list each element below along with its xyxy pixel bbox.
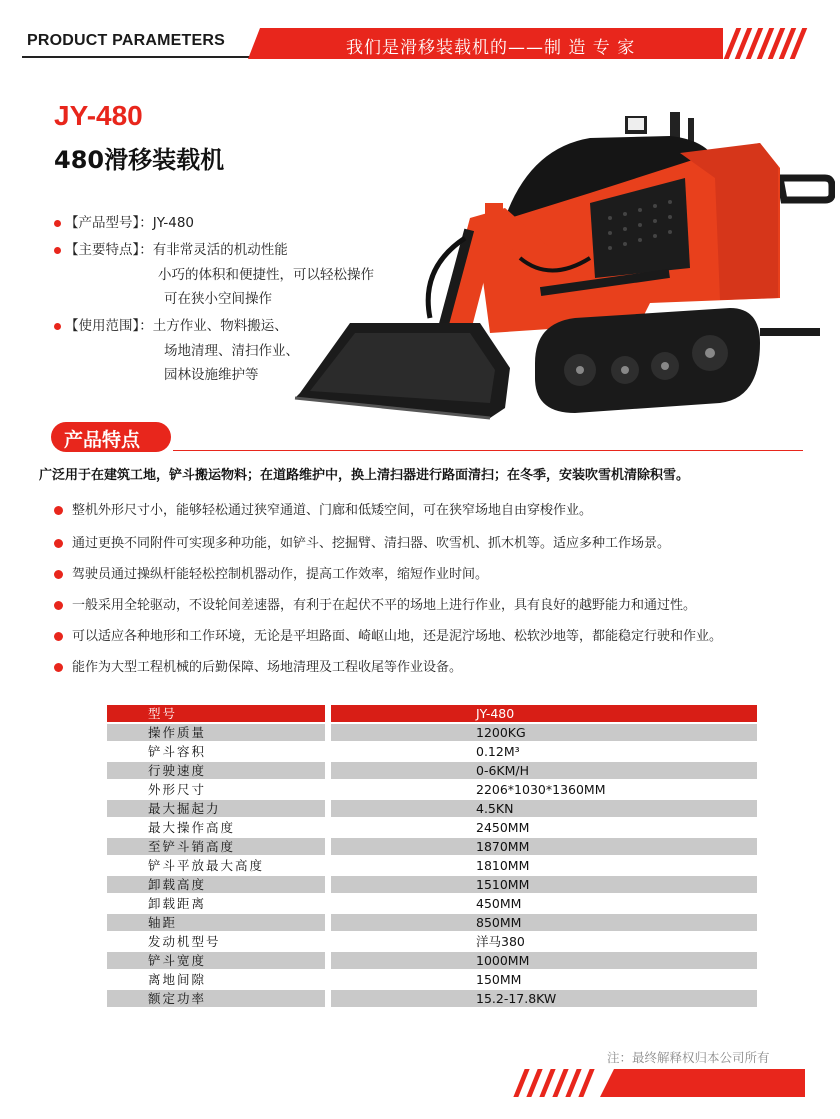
footer-banner (600, 1069, 805, 1097)
param-name: 行驶速度 (107, 762, 325, 779)
param-name: 铲斗宽度 (107, 952, 325, 969)
table-header-value: JY-480 (331, 705, 757, 722)
bullet-dot (54, 247, 61, 254)
param-value: 150MM (331, 971, 757, 988)
section-intro: 广泛用于在建筑工地，铲斗搬运物料；在道路维护中，换上清扫器进行路面清扫；在冬季，安装吹雪机清除积雪。 (39, 468, 690, 483)
table-row (107, 781, 757, 798)
info-features-label: 【主要特点】： (65, 242, 153, 258)
param-value: 1200KG (331, 724, 757, 741)
header-underline (22, 56, 257, 58)
param-value: 1870MM (331, 838, 757, 855)
param-value: 0.12M³ (331, 743, 757, 760)
table-header-row (107, 705, 757, 722)
info-model (54, 211, 194, 231)
param-name: 发动机型号 (107, 933, 325, 950)
param-name: 铲斗容积 (107, 743, 325, 760)
table-row (107, 933, 757, 950)
param-value: 4.5KN (331, 800, 757, 817)
product-code: JY-480 (54, 100, 143, 131)
feature-text: 一般采用全轮驱动，不设轮间差速器，有利于在起伏不平的场地上进行作业，具有良好的越野能力和通过性。 (72, 598, 697, 613)
param-value: 450MM (331, 895, 757, 912)
bullet-dot (54, 601, 63, 610)
bullet-dot (54, 506, 63, 515)
feature-text: 能作为大型工程机械的后勤保障、场地清理及工程收尾等作业设备。 (72, 660, 463, 675)
table-row (107, 743, 757, 760)
param-name: 最大操作高度 (107, 819, 325, 836)
feature-text: 驾驶员通过操纵杆能轻松控制机器动作，提高工作效率，缩短作业时间。 (72, 567, 489, 582)
bullet-dot (54, 220, 61, 227)
feature-item (54, 532, 670, 551)
param-value: 1810MM (331, 857, 757, 874)
info-features-line-3: 可在狭小空间操作 (164, 291, 272, 307)
feature-text: 整机外形尺寸小，能够轻松通过狭窄通道、门廊和低矮空间，可在狭窄场地自由穿梭作业。 (72, 503, 593, 518)
param-value: 0-6KM/H (331, 762, 757, 779)
feature-text: 通过更换不同附件可实现多种功能，如铲斗、挖掘臂、清扫器、吹雪机、抓木机等。适应多种工作场景。 (72, 536, 671, 551)
section-divider (173, 450, 803, 451)
param-name: 卸载距离 (107, 895, 325, 912)
info-usage-label: 【使用范围】： (65, 318, 153, 334)
table-row (107, 857, 757, 874)
table-header-label: 型号 (107, 705, 325, 722)
table-row (107, 876, 757, 893)
header-label: PRODUCT PARAMETERS (27, 32, 225, 49)
table-row (107, 990, 757, 1007)
info-usage (54, 314, 288, 334)
param-name: 离地间隙 (107, 971, 325, 988)
bullet-dot (54, 632, 63, 641)
param-value: 1000MM (331, 952, 757, 969)
table-row (107, 838, 757, 855)
info-usage-line-1: 土方作业、物料搬运、 (152, 318, 288, 334)
feature-item (54, 656, 462, 675)
product-name: 480滑移装载机 (54, 146, 225, 174)
param-name: 卸载高度 (107, 876, 325, 893)
table-row (107, 819, 757, 836)
table-row (107, 724, 757, 741)
info-model-label: 【产品型号】： (65, 215, 153, 231)
param-name: 最大掘起力 (107, 800, 325, 817)
table-row (107, 952, 757, 969)
param-name: 操作质量 (107, 724, 325, 741)
bullet-dot (54, 663, 63, 672)
info-features (54, 238, 288, 258)
param-value: 850MM (331, 914, 757, 931)
feature-text: 可以适应各种地形和工作环境，无论是平坦路面、崎岖山地，还是泥泞场地、松软沙地等，都能稳定行驶和作业。 (72, 629, 723, 644)
header-slogan: 我们是滑移装载机的——制 造 专 家 (346, 38, 636, 58)
footer-note: 注：最终解释权归本公司所有 (607, 1050, 770, 1065)
bullet-dot (54, 539, 63, 548)
feature-item (54, 625, 722, 644)
bullet-dot (54, 323, 61, 330)
param-name: 轴距 (107, 914, 325, 931)
table-row (107, 914, 757, 931)
table-row (107, 971, 757, 988)
param-name: 至铲斗销高度 (107, 838, 325, 855)
info-features-line-2: 小巧的体积和便捷性，可以轻松操作 (158, 267, 374, 283)
param-value: 2450MM (331, 819, 757, 836)
param-value: 洋马380 (331, 933, 757, 950)
table-row (107, 800, 757, 817)
info-usage-line-3: 园林设施维护等 (164, 367, 259, 383)
param-value: 1510MM (331, 876, 757, 893)
param-name: 额定功率 (107, 990, 325, 1007)
section-title: 产品特点 (64, 429, 141, 451)
feature-item (54, 563, 488, 582)
info-model-value: JY-480 (152, 215, 195, 231)
info-features-line-1: 有非常灵活的机动性能 (152, 242, 288, 258)
param-name: 外形尺寸 (107, 781, 325, 798)
param-name: 铲斗平放最大高度 (107, 857, 325, 874)
feature-item (54, 499, 592, 518)
param-value: 15.2-17.8KW (331, 990, 757, 1007)
feature-item (54, 594, 696, 613)
table-row (107, 762, 757, 779)
bullet-dot (54, 570, 63, 579)
param-value: 2206*1030*1360MM (331, 781, 757, 798)
table-row (107, 895, 757, 912)
info-usage-line-2: 场地清理、清扫作业、 (164, 343, 299, 359)
